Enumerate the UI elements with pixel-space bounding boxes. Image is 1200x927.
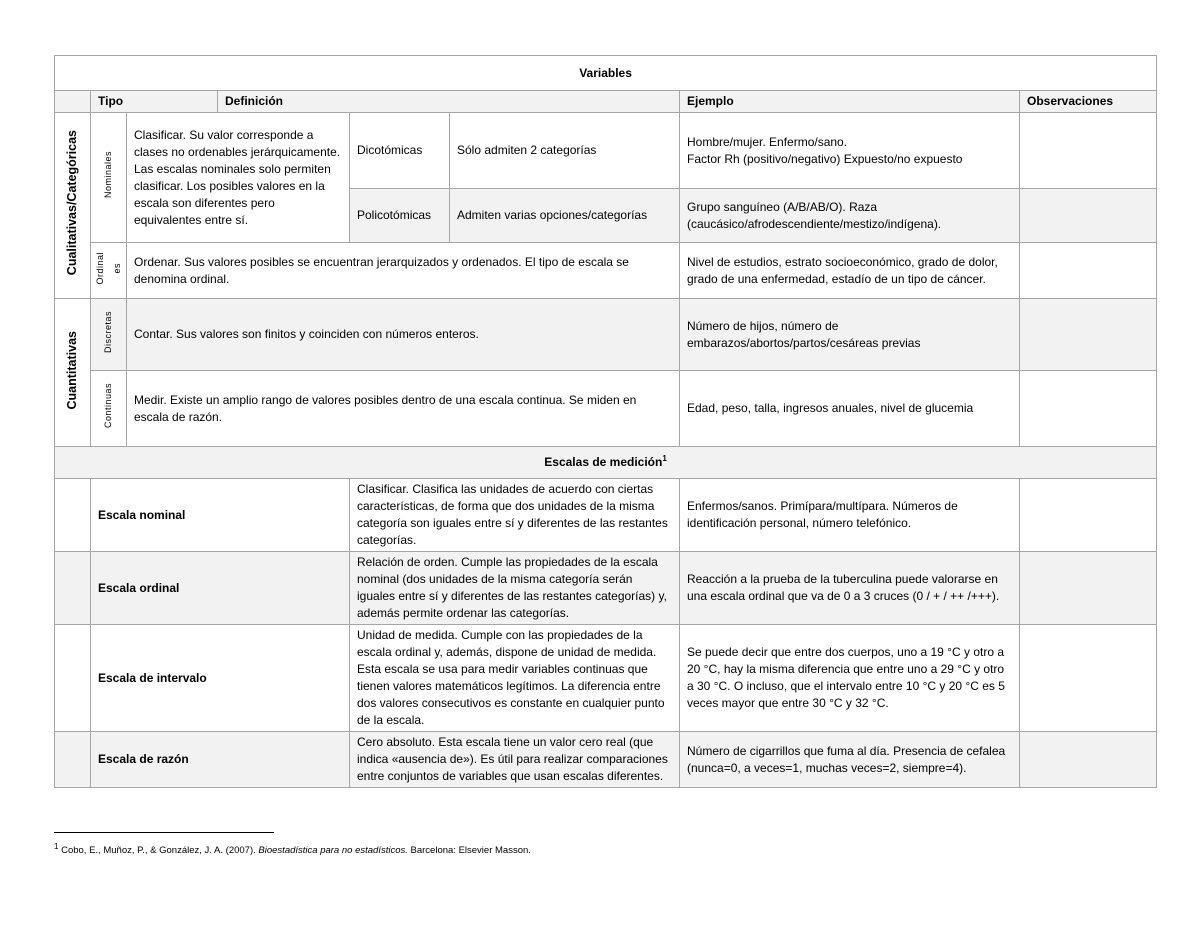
escala-ordinal-label: Escala ordinal	[91, 552, 350, 625]
escala-intervalo-label: Escala de intervalo	[91, 625, 350, 732]
footnote-publisher: Barcelona: Elsevier Masson.	[410, 845, 531, 856]
group-cuantitativas: Cuantitativas	[55, 299, 91, 447]
continuas-example: Edad, peso, talla, ingresos anuales, nivel de glucemia	[680, 371, 1020, 447]
nominales-definition: Clasificar. Su valor corresponde a clases no ordenables jerárquicamente. Las escalas nominales solo permiten clasificar. Los posibles valores en la escala son diferentes pero equivalentes entre sí.	[127, 113, 350, 243]
footnote-authors: Cobo, E., Muñoz, P., & González, J. A. (2007).	[61, 845, 256, 856]
table-title: Variables	[55, 56, 1157, 91]
discretas-observaciones	[1020, 299, 1157, 371]
discretas-example: Número de hijos, número de embarazos/abortos/partos/cesáreas previas	[680, 299, 1020, 371]
escala-intervalo-definition: Unidad de medida. Cumple con las propiedades de la escala ordinal y, además, dispone de unidad de medida. Esta escala se usa para medir variables continuas que tienen valores matemáticos legítimos. La diferencia entre dos valores consecutivos es constante en cualquier punto de la escala.	[350, 625, 680, 732]
dicotomicas-example: Hombre/mujer. Enfermo/sano. Factor Rh (positivo/negativo) Expuesto/no expuesto	[680, 113, 1020, 189]
policotomicas-observaciones	[1020, 189, 1157, 243]
escala-intervalo-observaciones	[1020, 625, 1157, 732]
subgroup-continuas: Continuas	[91, 371, 127, 447]
escala-blank	[55, 625, 91, 732]
variables-table	[54, 55, 1157, 788]
escala-blank	[55, 732, 91, 788]
escala-intervalo-example: Se puede decir que entre dos cuerpos, uno a 19 °C y otro a 20 °C, hay la misma diferencia que entre uno a 29 °C y otro a 30 °C. O incluso, que el intervalo entre 10 °C y 20 °C es 5 veces mayor que entre 30 °C y 32 °C.	[680, 625, 1020, 732]
ordinales-definition: Ordenar. Sus valores posibles se encuentran jerarquizados y ordenados. El tipo de escala se denomina ordinal.	[127, 243, 680, 299]
escala-razon-example: Número de cigarrillos que fuma al día. Presencia de cefalea (nunca=0, a veces=1, muchas veces=2, siempre=4).	[680, 732, 1020, 788]
escala-nominal-observaciones	[1020, 479, 1157, 552]
policotomicas-definition: Admiten varias opciones/categorías	[450, 189, 680, 243]
escala-razon-definition: Cero absoluto. Esta escala tiene un valor cero real (que indica «ausencia de»). Es útil para realizar comparaciones entre conjuntos de variables que usan escalas diferentes.	[350, 732, 680, 788]
escala-ordinal-example: Reacción a la prueba de la tuberculina puede valorarse en una escala ordinal que va de 0 a 3 cruces (0 / + / ++ /+++).	[680, 552, 1020, 625]
footnote-separator	[54, 832, 274, 833]
header-definicion: Definición	[218, 91, 680, 113]
subgroup-discretas: Discretas	[91, 299, 127, 371]
escala-razon-observaciones	[1020, 732, 1157, 788]
ordinales-example: Nivel de estudios, estrato socioeconómico, grado de dolor, grado de una enfermedad, estadío de un tipo de cáncer.	[680, 243, 1020, 299]
escala-ordinal-definition: Relación de orden. Cumple las propiedades de la escala nominal (dos unidades de la misma categoría serán iguales entre sí y diferentes de las restantes categorías) y, además permite ordenar las categorías.	[350, 552, 680, 625]
escala-razon-label: Escala de razón	[91, 732, 350, 788]
escala-blank	[55, 479, 91, 552]
header-observaciones: Observaciones	[1020, 91, 1157, 113]
escala-nominal-definition: Clasificar. Clasifica las unidades de acuerdo con ciertas características, de forma que dos unidades de la misma categoría son iguales entre sí y diferentes de las restantes categorías.	[350, 479, 680, 552]
escala-ordinal-observaciones	[1020, 552, 1157, 625]
dicotomicas-definition: Sólo admiten 2 categorías	[450, 113, 680, 189]
ordinales-observaciones	[1020, 243, 1157, 299]
dicotomicas-observaciones	[1020, 113, 1157, 189]
escala-nominal-label: Escala nominal	[91, 479, 350, 552]
policotomicas-example: Grupo sanguíneo (A/B/AB/O). Raza (caucásico/afrodescendiente/mestizo/indígena).	[680, 189, 1020, 243]
group-cualitativas: Cualitativas/Categóricas	[55, 113, 91, 299]
escala-blank	[55, 552, 91, 625]
footnote-book: Bioestadística para no estadísticos.	[258, 845, 408, 856]
footnote-mark: 1	[54, 841, 59, 851]
escalas-title: Escalas de medición$^1$	[55, 447, 1157, 479]
header-ejemplo: Ejemplo	[680, 91, 1020, 113]
continuas-definition: Medir. Existe un amplio rango de valores posibles dentro de una escala continua. Se miden en escala de razón.	[127, 371, 680, 447]
dicotomicas-label: Dicotómicas	[350, 113, 450, 189]
header-tipo: Tipo	[91, 91, 218, 113]
header-blank	[55, 91, 91, 113]
escala-nominal-example: Enfermos/sanos. Primípara/multípara. Números de identificación personal, número telefónico.	[680, 479, 1020, 552]
subgroup-ordinales: Ordinal es	[91, 243, 127, 299]
footnote	[54, 841, 531, 856]
continuas-observaciones	[1020, 371, 1157, 447]
subgroup-nominales: Nominales	[91, 113, 127, 243]
discretas-definition: Contar. Sus valores son finitos y coinciden con números enteros.	[127, 299, 680, 371]
footnote-ref: 1	[662, 454, 667, 463]
policotomicas-label: Policotómicas	[350, 189, 450, 243]
